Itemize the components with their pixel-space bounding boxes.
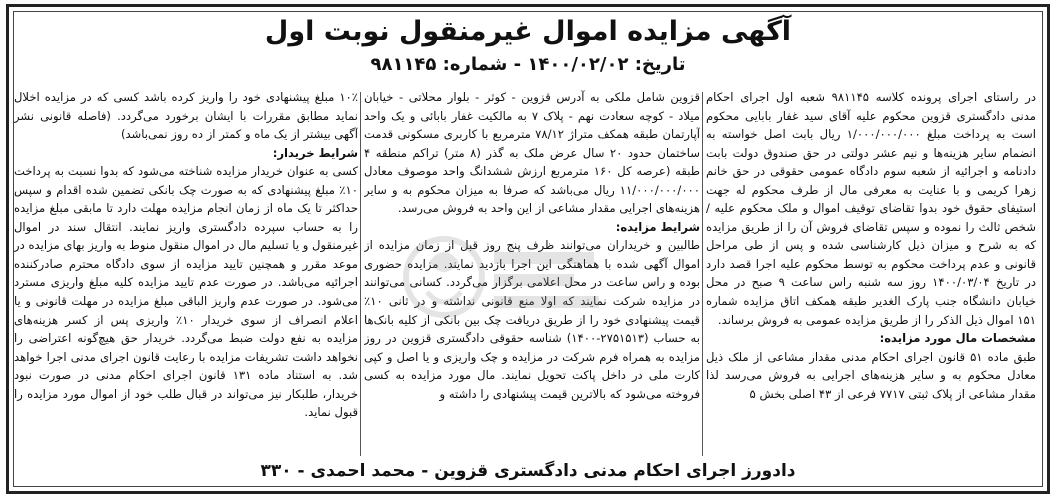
paragraph-property-specs: طبق ماده ۵۱ قانون اجرای احکام مدنی مقدار مشاعی از ملک ذیل معادل محکوم به و سایر هزینه‌های اجرایی به فروش می‌رسد لذا مقدار مشاعی از پلاک ثبتی ۷۷۱۷ فرعی از ۴۳ اصلی بخش ۵ [706, 349, 1036, 401]
notice-frame [6, 4, 1050, 494]
heading-buyer-terms: شرایط خریدار: [272, 145, 358, 160]
notice-date-number: تاریخ: ۱۴۰۰/۰۲/۰۲ - شماره: ۹۸۱۱۴۵ [370, 54, 686, 75]
column-left [14, 88, 358, 460]
notice-inner-border [13, 11, 1043, 487]
paragraph-buyer-terms: کسی به عنوان خریدار مزایده شناخته می‌شود که بدوا نسبت به پرداخت ۱۰٪ مبلغ پیشنهادی که به صورت چک بانکی تضمین شده اقدام و سپس حداکثر تا یک ماه از زمان انجام مزایده مهلت دارد تا مابقی مبلغ مزایده را به حساب سپرده دادگستری واریز نمایند. انتقال سند در اموال غیرمنقول و یا تسلیم مال در اموال منقول منوط به واریز بهای مزایده در موعد مقرر و همچنین تایید مزایده از سوی دادگاه محترم صادرکننده اجرائیه می‌باشد. در صورت عدم تایید مزایده کلیه مبلغ واریزی مسترد می‌شود. در صورت عدم واریز الباقی مبلغ مزایده در مهلت قانونی و یا اعلام انصراف از سوی خریدار ۱۰٪ واریزی پس از کسر هزینه‌های مزایده به نفع دولت ضبط می‌گردد. خریدار حق هیچ‌گونه اعتراضی را نخواهد داشت تشریفات مزایده با رعایت قانون اجرای مدنی اجرا خواهد شد. به استناد ماده ۱۳۱ قانون اجرای احکام مدنی در صورت نبود خریدار، طلبکار نیز می‌تواند در قبال طلب خود از اموال مورد مزایده را قبول نماید. [14, 164, 358, 420]
paragraph-auction-terms: طالبین و خریداران می‌توانند ظرف پنج روز قبل از زمان مزایده از اموال آگهی شده با هماهنگی این اجرا بازدید نمایند. مزایده حضوری بوده و راس ساعت در محل اعلامی برگزار می‌گردد. کسانی می‌توانند در مزایده شرکت نمایند که اولا منع قانونی نداشته و در ثانی ۱۰٪ قیمت پیشنهادی خود را از طریق دریافت چک بین بانکی از کلیه بانک‌ها به حساب (۲۷۵۱۵۱۳-۱۴۰۰) شناسه حقوقی دادگستری قزوین در روز مزایده به همراه فرم شرکت در مزایده و چک واریزی و یا اصل و کپی کارت ملی در داخل پاکت تحویل نمایند. مال مورد مزایده به کسی فروخته می‌شود که بالاترین قیمت پیشنهادی را داشته و [364, 238, 700, 401]
column-right [706, 88, 1036, 460]
heading-auction-terms: شرایط مزایده: [615, 219, 700, 234]
paragraph-intro: در راستای اجرای پرونده کلاسه ۹۸۱۱۴۵ شعبه اول اجرای احکام مدنی دادگستری قزوین محکوم علیه آقای سید غفار بابایی محکوم است به پرداخت مبلغ ۱/۰۰۰/۰۰۰/۰۰۰ ریال بابت اصل خواسته به انضمام سایر هزینه‌ها و نیم عشر دولتی در حق صندوق دولت بابت دادنامه و اجرائیه از شعبه سوم دادگاه عمومی حقوقی در حق خانم زهرا کریمی و با عنایت به معرفی مال از طرف محکوم له جهت استیفای حقوق خود بدوا تقاضای توقیف اموال و ملک محکوم علیه / شخص ثالث را نموده و سپس تقاضای فروش آن را از طریق مزایده که به شرح و میزان ذیل کارشناسی شده و پس از طی مراحل قانونی و عدم پرداخت محکوم به توسط محکوم علیه اجرا قصد دارد در تاریخ ۱۴۰۰/۰۳/۰۴ روز سه شنبه راس ساعت ۹ صبح در محل خیابان دانشگاه جنب پارک الغدیر طبقه همکف اتاق مزایده شماره ۱۵۱ اموال ذیل الذکر را از طریق مزایده عمومی به فروش برساند. [706, 90, 1036, 327]
column-divider [702, 92, 703, 456]
notice-signature: دادورز اجرای احکام مدنی دادگستری قزوین - محمد احمدی - ۳۳۰ [260, 461, 796, 481]
paragraph-property-details: قزوین شامل ملکی به آدرس قزوین - کوثر - بلوار محلاتی - خیابان میلاد - کوچه سعادت نهم - پلاک ۷ به مالکیت غفار بابائی و یک واحد آپارتمان طبقه همکف متراژ ۷۸/۱۲ مترمربع با کاربری مسکونی قدمت ساختمان حدود ۲۰ سال عرض ملک به گذر (۸ متر) تراکم منطقه ۴ طبقه (عرصه کل ۱۶۰ مترمربع ارزش ششدانگ واحد موصوف معادل ۱۱/۰۰۰/۰۰۰/۰۰۰ ریال می‌باشد که صرفا به میزان محکوم به و سایر هزینه‌های اجرایی مقدار مشاعی از این واحد به فروش می‌رسد. [364, 90, 700, 216]
paragraph-deposit: ۱۰٪ مبلغ پیشنهادی خود را واریز کرده باشد کسی که در مزایده اخلال نماید مطابق مقررات با ایشان برخورد می‌گردد. (فاصله قانونی نشر آگهی بیشتر از یک ماه و کمتر از ده روز نمی‌باشد) [14, 90, 358, 142]
column-divider [360, 92, 361, 456]
column-middle [364, 88, 700, 460]
notice-title: آگهی مزایده اموال غیرمنقول نوبت اول [264, 16, 792, 47]
heading-property-specs: مشخصات مال مورد مزایده: [879, 331, 1036, 346]
